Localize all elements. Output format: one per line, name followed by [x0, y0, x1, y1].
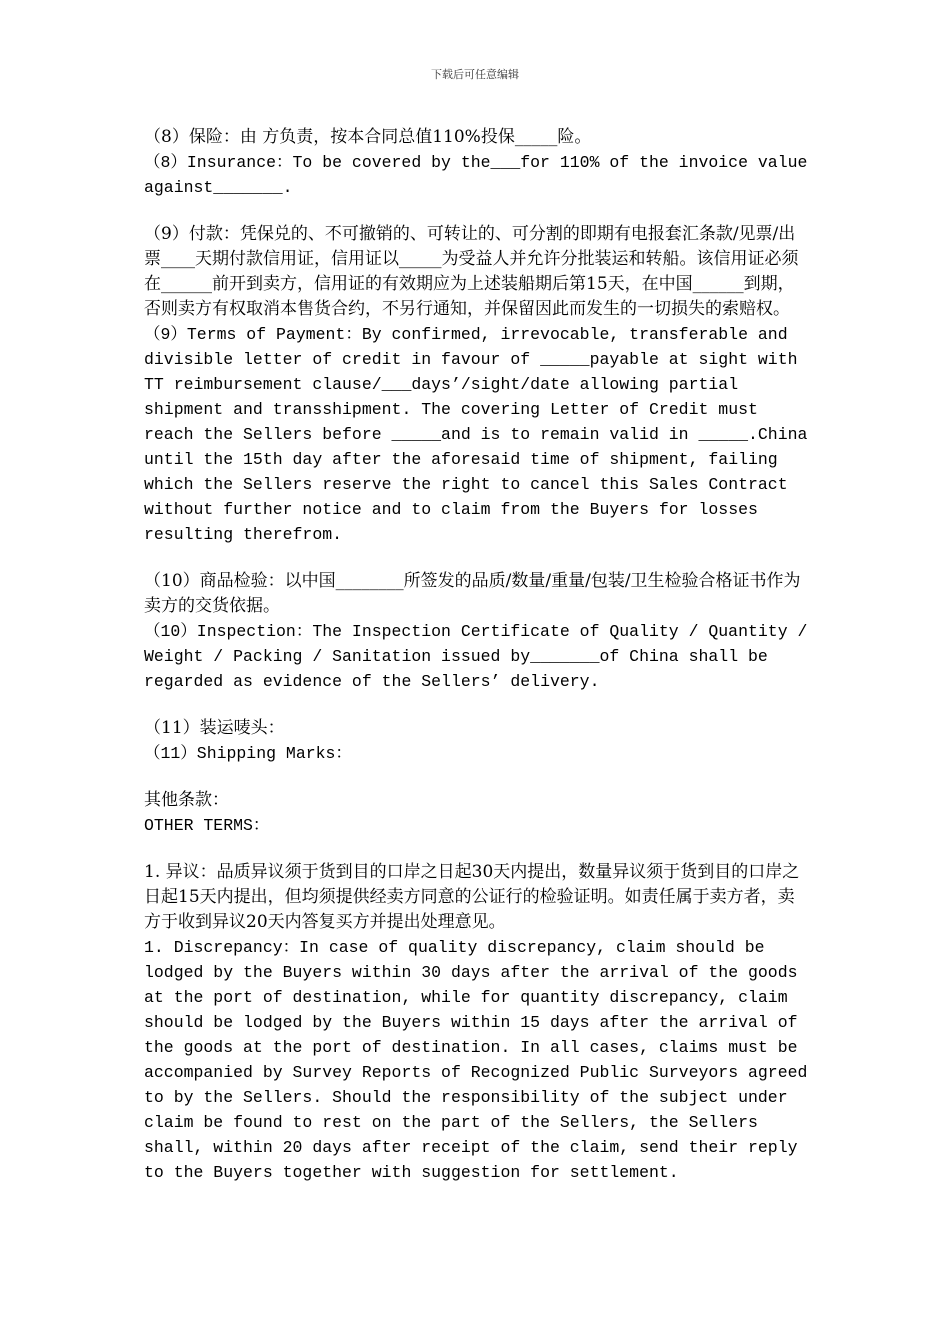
term-1-english: 1. Discrepancy：In case of quality discrepancy, claim should be lodged by the Buyers within 30 days after the arrival of the goods at the port of destination, while for quantity discrepancy, claim should be lodged by the Buyers within 15 days after the arrival of the goods at the port of destination. In all cases, claims must be accompanied by Survey Reports of Recognized Public Surveyors agreed to by the Sellers. Should the responsibility of the subject under claim be found to rest on the part of the Sellers, the Sellers shall, within 20 days after receipt of the claim, send their reply to the Buyers together with suggestion for settlement. [144, 938, 818, 1182]
clause-10-inspection [144, 569, 818, 694]
clause-11-english: （11）Shipping Marks： [144, 744, 352, 763]
clause-11-shipping-marks [144, 716, 808, 766]
other-terms-english: OTHER TERMS： [144, 816, 270, 835]
clause-9-chinese: （9）付款：凭保兑的、不可撤销的、可转让的、可分割的即期有电报套汇条款/见票/出票____天期付款信用证，信用证以_____为受益人并允许分批装运和转船。该信用证必须在______前开到卖方，信用证的有效期应为上述装船期后第15天，在中国______到期，否则卖方有权取消本售货合约，不另行通知，并保留因此而发生的一切损失的索赔权。 [144, 224, 799, 319]
other-terms-heading [144, 788, 808, 838]
clause-8-english: （8）Insurance：To be covered by the___for 110% of the invoice value against_______. [144, 153, 818, 197]
clause-11-chinese: （11）装运唛头： [144, 718, 285, 738]
clause-10-chinese: （10）商品检验：以中国________所签发的品质/数量/重量/包装/卫生检验合格证书作为卖方的交货依据。 [144, 571, 801, 616]
clause-10-english: （10）Inspection：The Inspection Certificate of Quality / Quantity / Weight / Packing / Sanitation issued by_______of China shall be regarded as evidence of the Sellers’ delivery. [144, 622, 818, 691]
other-terms-chinese: 其他条款： [144, 790, 229, 810]
page-header: 下载后可任意编辑 [431, 68, 519, 81]
clause-9-payment [144, 222, 818, 547]
clause-8-chinese: （8）保险：由 方负责，按本合同总值110%投保_____险。 [144, 127, 592, 147]
document-body [144, 125, 818, 1207]
term-1-discrepancy [144, 860, 818, 1185]
term-1-chinese: 1. 异议：品质异议须于货到目的口岸之日起30天内提出，数量异议须于货到目的口岸之日起15天内提出，但均须提供经卖方同意的公证行的检验证明。如责任属于卖方者，卖方于收到异议20天内答复买方并提出处理意见。 [144, 862, 800, 932]
clause-9-english: （9）Terms of Payment：By confirmed, irrevocable, transferable and divisible letter of credit in favour of _____payable at sight with TT reimbursement clause/___days’/sight/date allowing partial shipment and transshipment. The covering Letter of Credit must reach the Sellers before _____and is to remain valid in _____.China until the 15th day after the aforesaid time of shipment, failing which the Sellers reserve the right to cancel this Sales Contract without further notice and to claim from the Buyers for losses resulting therefrom. [144, 325, 818, 544]
clause-8-insurance [144, 125, 818, 200]
